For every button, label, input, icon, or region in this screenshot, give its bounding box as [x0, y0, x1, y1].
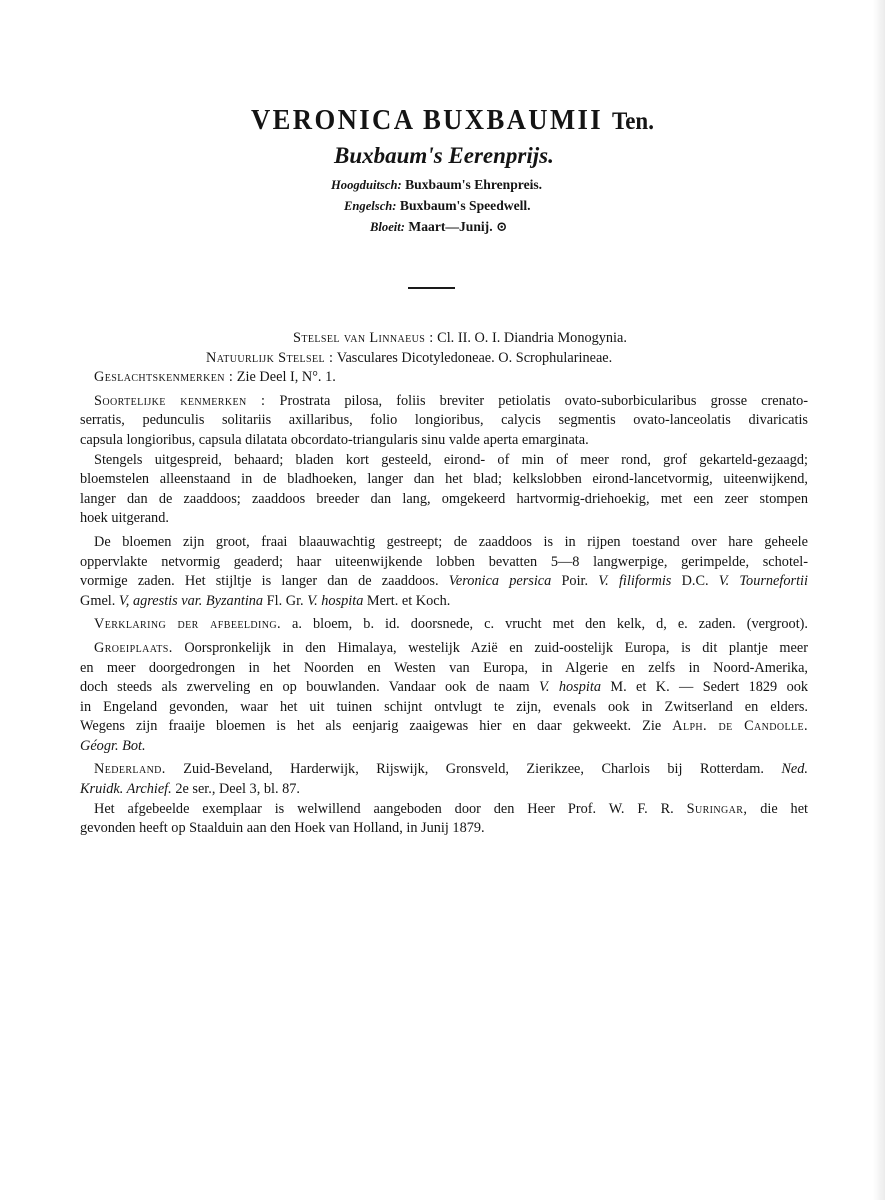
habitat-line-4: in Engeland gevonden, waar het uit tuinen schijnt ontvlugt te zijn, evenals ook in Zwitserland en elders. [80, 698, 808, 715]
species-line-1 [80, 392, 808, 412]
section-divider [408, 287, 455, 289]
bloom-line [370, 219, 507, 235]
linnaeus-line [80, 329, 808, 349]
flowers-line-4 [80, 592, 808, 612]
species-title: VERONICA BUXBAUMII [250, 104, 604, 136]
synonym-5-author: Mert. et Koch. [366, 592, 451, 609]
habitat-line-5 [80, 717, 808, 737]
species-author: Ten. [611, 108, 654, 135]
donor-line-2: gevonden heeft op Staalduin aan den Hoek van Holland, in Junij 1879. [80, 820, 485, 837]
synonym-4: V, agrestis var. Byzantina [118, 592, 264, 609]
german-name-line [331, 177, 542, 193]
flowers-line-3 [80, 572, 808, 592]
genus-text: Zie Deel I, N°. 1. [236, 369, 336, 386]
genus-label: Geslachtskenmerken : [94, 369, 234, 386]
german-label: Hoogduitsch: [331, 178, 402, 192]
habitat-species-name: V. hospita [539, 679, 601, 696]
synonym-5: V. hospita [307, 592, 364, 609]
geogr-reference: Géogr. Bot. [80, 737, 146, 754]
habitat-text-3: doch steeds als zwerveling en op bouwlanden. Vandaar ook de naam [80, 679, 530, 696]
english-name: Buxbaum's Speedwell. [399, 198, 531, 213]
german-name: Buxbaum's Ehrenpreis. [405, 177, 543, 192]
figure-legend-line [80, 615, 808, 635]
genus-line [80, 368, 808, 388]
donor-text-1-end: die het [760, 800, 809, 817]
habitat-label: Groeiplaats. [94, 639, 173, 656]
synonym-4-author: Fl. Gr. [266, 592, 304, 609]
natural-label: Natuurlijk Stelsel : [206, 349, 334, 366]
habitat-line-2: en meer doorgedrongen in het Noorden en Westen van Europa, in Algerie en zelfs in Noord-Amerika, [80, 659, 808, 676]
page-title [36, 104, 869, 137]
stems-line-2: bloemstelen alleenstaand in de bladhoeken, langer dan het blad; kelkslobben eirond-lancetvormig, uiteenwijkend, [80, 471, 808, 488]
synonym-2: V. filiformis [598, 573, 672, 590]
figure-label: Verklaring der afbeelding. [94, 616, 281, 633]
flowers-line-1: De bloemen zijn groot, fraai blaauwachtig gestreept; de zaaddoos is in rijpen toestand over hare geheele [94, 533, 808, 550]
netherlands-line-1 [80, 760, 808, 780]
species-line-2: serratis, pedunculis solitariis axillaribus, folio longioribus, calycis segmentis ovato-lanceolatis divaricatis [80, 412, 808, 429]
natural-system-line [80, 349, 808, 369]
habitat-line-3 [80, 678, 808, 698]
figure-text: a. bloem, b. id. doorsnede, c. vrucht met den kelk, d, e. zaden. (vergroot). [291, 616, 809, 633]
flowers-text-3: vormige zaden. Het stijltje is langer dan de zaaddoos. [80, 573, 439, 590]
habitat-text-5: Wegens zijn fraaije bloemen is het als eenjarig zaaigewas hier en daar gekweekt. Zie [80, 718, 662, 735]
flowers-line-2: oppervlakte netvormig geaderd; haar uiteenwijkende lobben bevatten 5—8 langwerpige, gerimpelde, schotel- [80, 553, 808, 570]
dutch-common-name: Buxbaum's Eerenprijs. [334, 143, 554, 168]
habitat-line-6 [80, 737, 808, 757]
english-name-line [344, 198, 531, 214]
habitat-text-1: Oorspronkelijk in den Himalaya, westelijk Azië en zuid-oostelijk Europa, is dit plantje meer [184, 639, 808, 656]
synonym-1-author: Poir. [561, 573, 589, 590]
stems-line-4: hoek uitgerand. [80, 510, 169, 527]
stems-line-1: Stengels uitgespreid, behaard; bladen kort gesteeld, eirond- of min of meer rond, grof gekarteld-gezaagd; [94, 451, 808, 468]
species-label: Soortelijke kenmerken : [94, 392, 266, 409]
english-label: Engelsch: [344, 199, 397, 213]
bloom-label: Bloeit: [370, 220, 405, 234]
netherlands-ref-1: Ned. [781, 761, 808, 778]
natural-text: Vasculares Dicotyledoneae. O. Scrophularineae. [336, 349, 613, 366]
scan-shadow [873, 0, 885, 1200]
candolle-reference: Alph. de Candolle. [672, 718, 808, 735]
description-body [80, 329, 808, 839]
donor-name: Suringar, [686, 800, 748, 817]
synonym-3-author: Gmel. [80, 592, 116, 609]
donor-text-1: Het afgebeelde exemplaar is welwillend aangeboden door den Heer Prof. W. F. R. [94, 800, 674, 817]
netherlands-ref-2: Kruidk. Archief. [80, 781, 172, 798]
linnaeus-text: Cl. II. O. I. Diandria Monogynia. [437, 330, 627, 346]
netherlands-label: Nederland. [94, 761, 166, 778]
netherlands-ref-rest: 2e ser., Deel 3, bl. 87. [175, 781, 300, 798]
netherlands-text: Zuid-Beveland, Harderwijk, Rijswijk, Gronsveld, Zierikzee, Charlois bij Rotterdam. [183, 761, 764, 778]
netherlands-line-2 [80, 780, 808, 800]
synonym-1: Veronica persica [448, 573, 552, 590]
synonym-3: V. Tournefortii [718, 573, 809, 590]
synonym-2-author: D.C. [681, 573, 709, 590]
habitat-text-3-end: M. et K. — Sedert 1829 ook [610, 679, 809, 696]
stems-line-3: langer dan de zaaddoos; zaaddoos breeder dan lang, omgekeerd hartvormig-driehoekig, met een zeer stompen [80, 490, 808, 507]
species-line-3: capsula longioribus, capsula dilatata obcordato-triangularis sinu valde aperta emarginata. [80, 431, 589, 448]
bloom-value: Maart—Junij. ⊙ [408, 219, 508, 234]
donor-line-1 [80, 800, 808, 820]
species-text-1: Prostrata pilosa, foliis breviter petiolatis ovato-suborbicularibus grosse crenato- [279, 392, 808, 409]
habitat-line-1 [80, 639, 808, 659]
linnaeus-label: Stelsel van Linnaeus : [293, 330, 434, 346]
